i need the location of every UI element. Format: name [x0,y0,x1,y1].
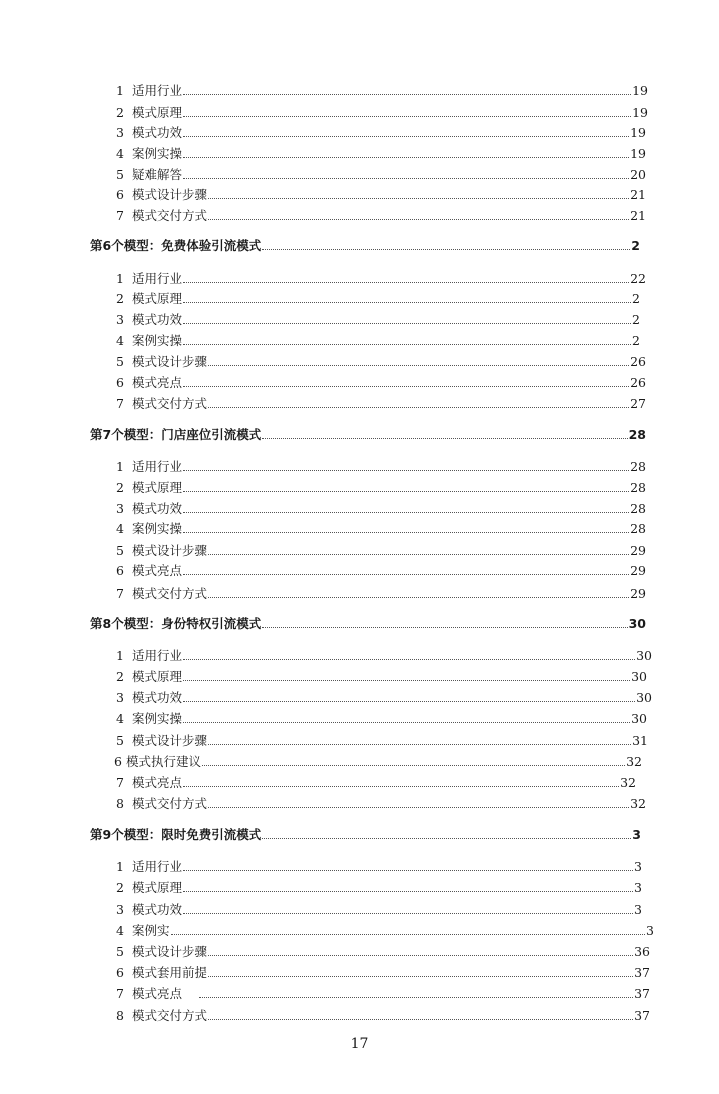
toc-item[interactable] [116,795,646,811]
toc-item[interactable] [116,124,646,140]
toc-item-page: 3 [634,859,642,874]
toc-item-number: 7 [116,986,124,1001]
toc-item-label: 模式交付方式 [132,796,208,811]
toc-section-heading[interactable] [90,237,640,253]
toc-item-label: 案例实操 [132,711,183,726]
toc-item-page: 32 [620,775,636,790]
toc-item-page: 29 [630,586,646,601]
toc-section-page: 28 [628,427,646,442]
dot-leader [262,837,631,839]
toc-item[interactable] [116,858,642,874]
toc-item-page: 36 [634,944,650,959]
dot-leader [183,385,629,387]
toc-item-number: 8 [116,796,124,811]
dot-leader [262,626,627,628]
toc-section-title: 第6个模型：免费体验引流模式 [90,238,262,253]
toc-item-number: 2 [116,880,124,895]
toc-item-page: 27 [630,396,646,411]
dot-leader [208,197,629,199]
dot-leader [183,177,629,179]
toc-item-label: 模式设计步骤 [132,543,208,558]
toc-item[interactable] [116,689,652,705]
toc-item[interactable] [116,104,648,120]
toc-item-page: 2 [632,312,640,327]
toc-item[interactable] [116,964,650,980]
toc-item-number: 5 [116,733,124,748]
toc-item-label: 模式亮点 [132,986,183,1001]
toc-item-label: 案例实操 [132,521,183,536]
toc-item-label: 模式套用前提 [132,965,208,980]
toc-item-label: 模式交付方式 [132,208,208,223]
toc-item-number: 7 [116,586,124,601]
toc-section-title: 第7个模型：门店座位引流模式 [90,427,262,442]
toc-item[interactable] [116,647,652,663]
toc-item-label: 模式功效 [132,690,183,705]
toc-item-page: 20 [630,167,646,182]
toc-section-title: 第8个模型：身份特权引流模式 [90,616,262,631]
toc-item-number: 3 [116,501,124,516]
dot-leader [208,596,629,598]
dot-leader [208,406,629,408]
toc-item-page: 19 [632,105,648,120]
toc-item[interactable] [116,922,654,938]
dot-leader [183,281,629,283]
toc-item[interactable] [116,879,642,895]
toc-item-number: 4 [116,711,124,726]
toc-item[interactable] [116,710,647,726]
toc-item-label: 模式执行建议 [126,754,202,769]
dot-leader [183,93,631,95]
toc-item-label: 模式功效 [132,902,183,917]
dot-leader [208,218,629,220]
toc-item[interactable] [116,458,646,474]
toc-item[interactable] [116,479,646,495]
dot-leader [183,301,631,303]
toc-section-page: 30 [628,616,646,631]
toc-item-label: 模式功效 [132,501,183,516]
page-number: 17 [350,1036,369,1052]
dot-leader [183,890,633,892]
toc-item[interactable] [116,82,648,98]
toc-item-page: 22 [630,271,646,286]
toc-item-number: 6 [116,187,124,202]
toc-item[interactable] [116,985,650,1001]
toc-item-page: 30 [631,711,647,726]
toc-item-label: 模式原理 [132,480,183,495]
dot-leader [183,700,635,702]
toc-item-page: 32 [626,754,642,769]
toc-item[interactable] [116,562,646,578]
toc-item-label: 模式功效 [132,312,183,327]
toc-item-number: 7 [116,775,124,790]
dot-leader [171,933,646,935]
toc-item[interactable] [116,774,636,790]
toc-item[interactable] [116,374,646,390]
toc-item[interactable] [114,753,642,769]
toc-item[interactable] [116,332,640,348]
toc-item-label: 模式设计步骤 [132,944,208,959]
toc-item-number: 7 [116,396,124,411]
dot-leader [183,135,629,137]
toc-item[interactable] [116,311,640,327]
toc-item[interactable] [116,186,646,202]
dot-leader [183,115,631,117]
toc-item-label: 适用行业 [132,859,183,874]
dot-leader [208,806,629,808]
toc-item-number: 3 [116,902,124,917]
toc-item-label: 模式原理 [132,880,183,895]
toc-item-page: 37 [634,1008,650,1023]
dot-leader [183,721,630,723]
toc-item-number: 2 [116,291,124,306]
toc-item-label: 适用行业 [132,271,183,286]
toc-item-page: 28 [630,480,646,495]
toc-item-page: 30 [631,669,647,684]
dot-leader [208,553,629,555]
toc-item-label: 模式亮点 [132,775,183,790]
toc-item-number: 3 [116,125,124,140]
toc-item-number: 5 [116,167,124,182]
toc-item-page: 37 [634,986,650,1001]
dot-leader [183,679,630,681]
toc-item-page: 3 [646,923,654,938]
toc-item-number: 2 [116,105,124,120]
toc-item-number: 6 [116,965,124,980]
toc-section-heading[interactable] [90,615,646,631]
toc-item-label: 模式设计步骤 [132,354,208,369]
toc-item-number: 4 [116,146,124,161]
toc-item-page: 28 [630,521,646,536]
dot-leader [183,869,633,871]
toc-item-number: 2 [116,480,124,495]
toc-item-page: 19 [630,125,646,140]
toc-item[interactable] [116,270,646,286]
toc-item-number: 6 [114,754,122,769]
toc-item-page: 30 [636,648,652,663]
dot-leader [183,531,629,533]
dot-leader [183,322,631,324]
toc-item[interactable] [116,290,640,306]
toc-item-page: 26 [630,354,646,369]
toc-item[interactable] [116,732,648,748]
toc-item-number: 4 [116,923,124,938]
toc-item-page: 29 [630,543,646,558]
toc-item-label: 适用行业 [132,648,183,663]
dot-leader [183,573,629,575]
toc-item[interactable] [116,166,646,182]
toc-item[interactable] [116,520,646,536]
dot-leader [183,912,633,914]
dot-leader [183,343,631,345]
toc-item-label: 适用行业 [132,83,183,98]
toc-item-page: 2 [632,333,640,348]
toc-item-label: 疑难解答 [132,167,183,182]
toc-item-page: 21 [630,187,646,202]
toc-section-page: 2 [631,238,640,253]
toc-item-number: 1 [116,459,124,474]
toc-item-number: 3 [116,690,124,705]
dot-leader [208,743,631,745]
toc-item-number: 4 [116,521,124,536]
toc-section-heading[interactable] [90,426,646,442]
toc-item-page: 21 [630,208,646,223]
dot-leader [183,490,629,492]
toc-item-label: 案例实操 [132,146,183,161]
toc-item[interactable] [116,353,646,369]
toc-item-label: 模式功效 [132,125,183,140]
dot-leader [183,785,619,787]
toc-section-title: 第9个模型：限时免费引流模式 [90,827,262,842]
dot-leader [208,1018,633,1020]
dot-leader [208,975,633,977]
toc-item-label: 模式交付方式 [132,396,208,411]
toc-item[interactable] [116,1007,650,1023]
toc-item-page: 30 [636,690,652,705]
toc-item[interactable] [116,145,646,161]
toc-section-page: 3 [632,827,641,842]
toc-item-label: 模式原理 [132,291,183,306]
toc-item-label: 模式亮点 [132,375,183,390]
toc-item-page: 29 [630,563,646,578]
toc-item-number: 8 [116,1008,124,1023]
toc-item-label: 模式设计步骤 [132,733,208,748]
toc-item-label: 模式亮点 [132,563,183,578]
dot-leader [199,996,633,998]
toc-item-number: 3 [116,312,124,327]
dot-leader [208,364,629,366]
dot-leader [262,437,627,439]
toc-item-page: 37 [634,965,650,980]
toc-item-number: 1 [116,83,124,98]
toc-item-number: 6 [116,375,124,390]
toc-item-label: 适用行业 [132,459,183,474]
dot-leader [183,511,629,513]
toc-item-number: 1 [116,648,124,663]
toc-item[interactable] [116,500,646,516]
toc-item-number: 6 [116,563,124,578]
toc-item-number: 5 [116,944,124,959]
toc-item[interactable] [116,668,647,684]
toc-item-number: 1 [116,271,124,286]
toc-item-page: 3 [634,880,642,895]
toc-item-number: 2 [116,669,124,684]
toc-item-label: 模式交付方式 [132,586,208,601]
toc-item-number: 1 [116,859,124,874]
toc-section-heading[interactable] [90,826,641,842]
toc-item-number: 5 [116,354,124,369]
toc-item-label: 模式原理 [132,105,183,120]
toc-item-label: 案例实 [132,923,170,938]
toc-item[interactable] [116,901,642,917]
toc-item-page: 19 [632,83,648,98]
toc-item-number: 5 [116,543,124,558]
toc-item-label: 模式设计步骤 [132,187,208,202]
toc-item[interactable] [116,542,646,558]
toc-item-page: 3 [634,902,642,917]
toc-item-label: 案例实操 [132,333,183,348]
dot-leader [183,469,629,471]
dot-leader [262,248,630,250]
toc-item-number: 7 [116,208,124,223]
dot-leader [208,954,633,956]
toc-item[interactable] [116,585,646,601]
toc-item-page: 31 [632,733,648,748]
toc-item-page: 28 [630,459,646,474]
toc-item[interactable] [116,207,646,223]
dot-leader [183,658,635,660]
toc-item-page: 26 [630,375,646,390]
toc-item-label: 模式原理 [132,669,183,684]
toc-item-page: 32 [630,796,646,811]
toc-item-page: 28 [630,501,646,516]
toc-item[interactable] [116,943,650,959]
dot-leader [202,764,625,766]
toc-item-label: 模式交付方式 [132,1008,208,1023]
toc-item[interactable] [116,395,646,411]
toc-item-number: 4 [116,333,124,348]
toc-item-page: 19 [630,146,646,161]
toc-item-page: 2 [632,291,640,306]
dot-leader [183,156,629,158]
